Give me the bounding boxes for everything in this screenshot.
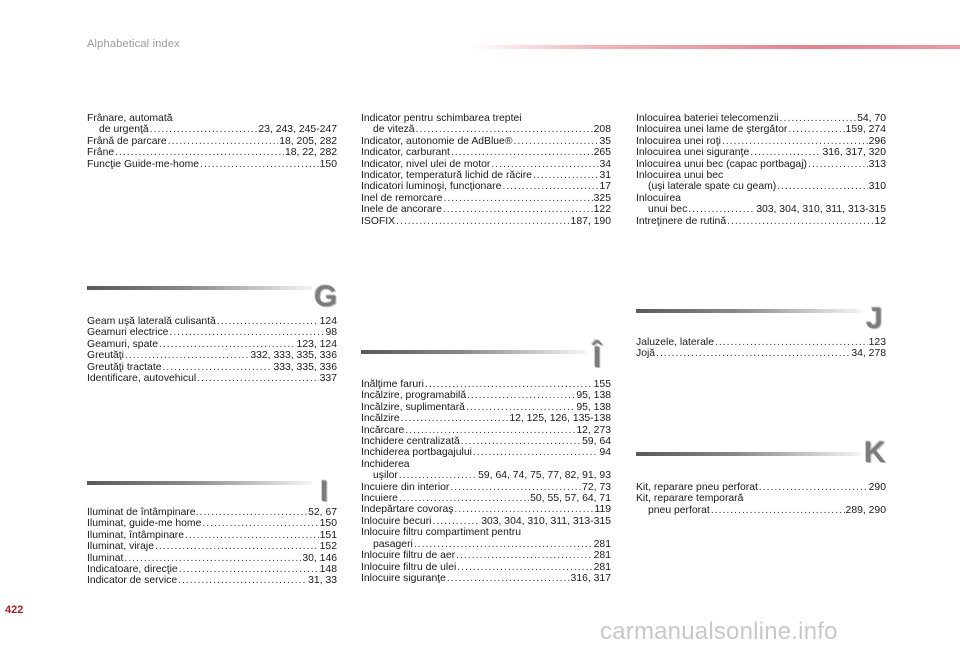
index-term: Frânare, automată [87,113,173,124]
dot-leader [727,216,873,227]
index-entry [361,390,611,401]
dot-leader [115,147,284,158]
dot-leader [711,505,845,516]
index-entry [361,425,611,436]
index-entry [636,348,886,359]
index-term: Indicatoare, direcţie [87,564,178,576]
index-term: Geamuri, spate [87,338,159,350]
dot-leader [788,124,844,135]
section-i-cont-list [361,113,611,227]
index-pages: 148 [319,564,337,576]
index-term: de viteză [373,124,415,136]
index-entry [361,539,611,550]
index-pages: 34 [599,158,611,170]
index-term: Inele de ancorare [361,204,442,216]
index-term: Iluminat, întâmpinare [87,529,185,541]
index-pages: 94 [599,447,611,459]
index-entry [361,204,611,215]
index-entry [361,527,611,538]
index-entry [361,402,611,413]
dot-leader [450,482,581,493]
index-pages: 332, 333, 335, 336 [250,350,337,362]
index-pages: 34, 278 [851,348,886,360]
index-pages: 12 [874,215,886,227]
index-term: Iluminat, viraje [87,541,154,553]
index-pages: 124 [319,316,337,327]
index-pages: 289, 290 [845,504,886,516]
dot-leader [447,573,570,584]
index-term: Identificare, autovehicul [87,373,197,385]
index-term: unui bec [648,204,688,216]
index-pages: 98 [325,327,337,339]
index-term: Indicator, nivel ulei de motor [361,158,491,170]
index-entry [636,216,886,227]
index-pages: 54, 70 [857,113,886,124]
index-entry [361,170,611,181]
section-f-list [87,113,337,170]
dot-leader [199,507,307,518]
dot-leader [456,550,593,561]
index-entry [361,193,611,204]
index-pages: 281 [593,550,611,562]
index-entry [361,516,611,527]
index-term: Kit, reparare temporară [636,493,744,505]
index-term: Înlocuirea unei roţi [636,135,721,147]
dot-leader [150,124,258,135]
dot-leader [432,516,480,527]
index-term: ISOFIX [361,215,396,227]
index-pages: 31 [599,170,611,182]
index-entry [361,436,611,447]
index-pages: 316, 317 [570,572,611,584]
dot-leader [443,204,593,215]
index-entry [636,124,886,135]
dot-leader [169,327,324,338]
index-term: Înlocuire filtru de aer [361,550,456,562]
dot-leader [777,181,867,192]
index-entry [636,204,886,215]
index-term: Îndepărtare covoraş [361,504,454,516]
index-term: Indicator, autonomie de AdBlue® [361,135,513,147]
index-term: Frână de parcare [87,135,167,147]
index-pages: 12, 273 [576,424,611,436]
section-k-list [636,482,886,516]
index-entry [361,493,611,504]
index-entry [361,147,611,158]
index-pages: 95, 138 [576,390,611,402]
index-pages: 290 [868,482,886,493]
index-term: Încălzire, programabilă [361,390,467,402]
index-pages: 150 [319,158,337,170]
index-entry [361,482,611,493]
index-term: Încuiere din interior [361,481,450,493]
index-pages: 303, 304, 310, 311, 313-315 [756,204,886,216]
index-entry [636,181,886,192]
index-term: Inel de remorcare [361,192,443,204]
index-entry [361,159,611,170]
index-entry [361,447,611,458]
index-pages: 12, 125, 126, 135-138 [509,413,611,425]
index-pages: 151 [319,529,337,541]
index-entry [87,159,337,170]
index-pages: 17 [599,181,611,193]
index-pages: 313 [868,158,886,170]
section-i-list [87,507,337,587]
header-title: Alphabetical index [87,38,180,50]
dot-leader [125,350,249,361]
index-term: Înlocuire siguranţe [361,572,446,584]
index-pages: 152 [319,541,337,553]
index-pages: 59, 64, 74, 75, 77, 82, 91, 93 [478,470,611,482]
dot-leader [405,425,575,436]
index-entry [361,136,611,147]
index-term: Greutăţi [87,350,124,362]
dot-leader [759,482,868,493]
index-term: Indicator, carburant [361,147,450,159]
index-entry [636,113,886,124]
header-accent-bar [470,45,960,49]
index-entry [87,136,337,147]
index-entry [87,339,337,350]
index-pages: 150 [319,518,337,530]
index-term: Indicatori luminoşi, funcţionare [361,181,502,193]
dot-leader [159,339,296,350]
index-pages: 31, 33 [308,575,337,587]
dot-leader [467,390,575,401]
index-entry [87,316,337,327]
index-term: Înlocuirea [636,192,682,204]
index-entry [87,362,337,373]
dot-leader [715,337,868,348]
index-entry [87,564,337,575]
index-entry [636,493,886,504]
page-number: 422 [5,604,24,616]
index-entry [87,530,337,541]
section-divider-k [636,452,861,456]
index-pages: 123 [868,337,886,348]
dot-leader [124,553,301,564]
dot-leader [808,159,868,170]
index-pages: 159, 274 [845,124,886,136]
section-divider-i [87,481,312,485]
dot-leader [514,136,599,147]
dot-leader [533,170,598,181]
index-entry [87,518,337,529]
index-entry [361,124,611,135]
index-term: Jojă [636,348,656,360]
index-pages: 281 [593,561,611,573]
index-term: Indicator, temperatură lichid de răcire [361,170,532,182]
index-pages: 155 [593,379,611,390]
index-entry [636,482,886,493]
index-term: Închiderea [361,458,410,470]
index-entry [87,373,337,384]
index-term: Înlocuire filtru de ulei [361,561,457,573]
index-entry [87,350,337,361]
index-pages: 50, 55, 57, 64, 71 [530,493,611,505]
index-term: Kit, reparare pneu perforat [636,482,758,493]
index-pages: 122 [593,204,611,216]
index-pages: 296 [868,135,886,147]
index-pages: 123, 124 [296,338,337,350]
dot-leader [185,530,319,541]
index-entry [87,327,337,338]
index-pages: 95, 138 [576,401,611,413]
index-entry [87,507,337,518]
index-entry [361,550,611,561]
index-entry [361,379,611,390]
index-pages: 310 [868,181,886,193]
section-letter-j: J [866,302,883,335]
index-term: Înlocuirea unei siguranţe [636,147,750,159]
index-term: Geam uşă laterală culisantă [87,316,216,327]
index-term: Înlocuire filtru compartiment pentru [361,527,521,539]
dot-leader [454,504,593,515]
index-term: Întreţinere de rutină [636,215,727,227]
index-pages: 35 [599,135,611,147]
index-term: pneu perforat [648,504,710,516]
index-entry [361,113,611,124]
index-term: Indicator de service [87,575,178,587]
dot-leader [461,436,581,447]
index-pages: 187, 190 [570,215,611,227]
index-entry [361,470,611,481]
index-term: de urgenţă [99,124,149,136]
dot-leader [200,159,319,170]
index-entry [87,113,337,124]
index-entry [361,504,611,515]
dot-leader [491,159,598,170]
index-term: uşilor [373,470,398,482]
index-term: Închidere centralizată [361,436,460,448]
dot-leader [473,447,599,458]
index-term: Funcţie Guide-me-home [87,158,200,170]
dot-leader [750,147,821,158]
index-term: Iluminat de întâmpinare. [87,507,199,518]
index-pages: 30, 146 [302,552,337,564]
section-letter-k: K [864,436,886,469]
index-entry [636,337,886,348]
section-g-list [87,316,337,384]
dot-leader [401,413,509,424]
section-letter-i-hat: Î [593,341,602,374]
dot-leader [178,575,307,586]
index-term: Indicator pentru schimbarea treptei [361,113,522,124]
index-pages: 303, 304, 310, 311, 313-315 [481,515,611,527]
dot-leader [425,379,593,390]
dot-leader [451,147,593,158]
dot-leader [399,470,477,481]
index-term: Jaluzele, laterale [636,337,714,348]
index-pages: 72, 73 [582,481,611,493]
index-pages: 23, 243, 245-247 [258,124,337,136]
index-term: Închiderea portbagajului [361,447,472,459]
index-entry [87,575,337,586]
index-term: Înlocuirea unui bec [636,170,724,182]
dot-leader [414,539,593,550]
dot-leader [168,136,279,147]
dot-leader [396,216,569,227]
index-term: Înlocuirea bateriei telecomenzii [636,113,779,124]
index-entry [87,147,337,158]
dot-leader [163,362,273,373]
index-pages: 325 [593,192,611,204]
index-entry [361,562,611,573]
index-term: Frâne [87,147,115,159]
index-term: Înălţime faruri [361,379,424,390]
index-entry [361,459,611,470]
index-entry [87,541,337,552]
index-entry [636,193,886,204]
dot-leader [780,113,856,124]
index-term: Greutăţi tractate [87,361,162,373]
index-pages: 18, 205, 282 [279,135,337,147]
dot-leader [443,193,592,204]
index-pages: 265 [593,147,611,159]
dot-leader [688,204,755,215]
index-term: Iluminat, guide-me home [87,518,202,530]
section-j-list [636,337,886,360]
index-pages: 333, 335, 336 [273,361,337,373]
index-term: (uşi laterale spate cu geam) [648,181,777,193]
index-term: Geamuri electrice [87,327,169,339]
index-pages: 18, 22, 282 [285,147,337,159]
index-term: Încălzire, suplimentară [361,401,465,413]
index-pages: 59, 64 [582,436,611,448]
dot-leader [202,518,318,529]
section-divider-g [87,286,312,290]
index-entry [636,170,886,181]
dot-leader [197,373,318,384]
section-divider-j [636,309,861,313]
index-pages: 119 [594,504,611,516]
index-entry [636,147,886,158]
dot-leader [656,348,850,359]
section-i-hat-cont-list [636,113,886,227]
index-entry [361,216,611,227]
index-term: Iluminat [87,552,124,564]
index-pages: 52, 67 [308,507,337,518]
index-entry [636,159,886,170]
index-entry [361,181,611,192]
section-divider-i-hat [361,350,586,354]
index-entry [636,505,886,516]
index-term: Încălzire [361,413,400,425]
index-pages: 208 [593,124,611,136]
index-term: Înlocuire becuri [361,515,432,527]
index-pages: 316, 317, 320 [822,147,886,159]
dot-leader [179,564,319,575]
footer-watermark: carmanualsonline.info [600,618,838,645]
index-term: Înlocuirea unui bec (capac portbagaj) [636,158,807,170]
dot-leader [722,136,868,147]
index-term: Încuiere [361,493,398,505]
index-entry [87,553,337,564]
index-term: Încărcare [361,424,405,436]
index-term: pasageri [373,538,413,550]
index-pages: 337 [319,373,337,385]
section-letter-g: G [314,280,338,313]
index-entry [361,413,611,424]
dot-leader [399,493,529,504]
dot-leader [416,124,593,135]
index-term: Înlocuirea unei lame de ştergător [636,124,788,136]
section-i-hat-list [361,379,611,584]
dot-leader [457,562,592,573]
index-entry [636,136,886,147]
dot-leader [502,181,598,192]
dot-leader [155,541,319,552]
section-letter-i: I [320,475,329,508]
index-pages: 281 [593,538,611,550]
dot-leader [466,402,575,413]
index-entry [361,573,611,584]
index-entry [87,124,337,135]
dot-leader [217,316,319,327]
